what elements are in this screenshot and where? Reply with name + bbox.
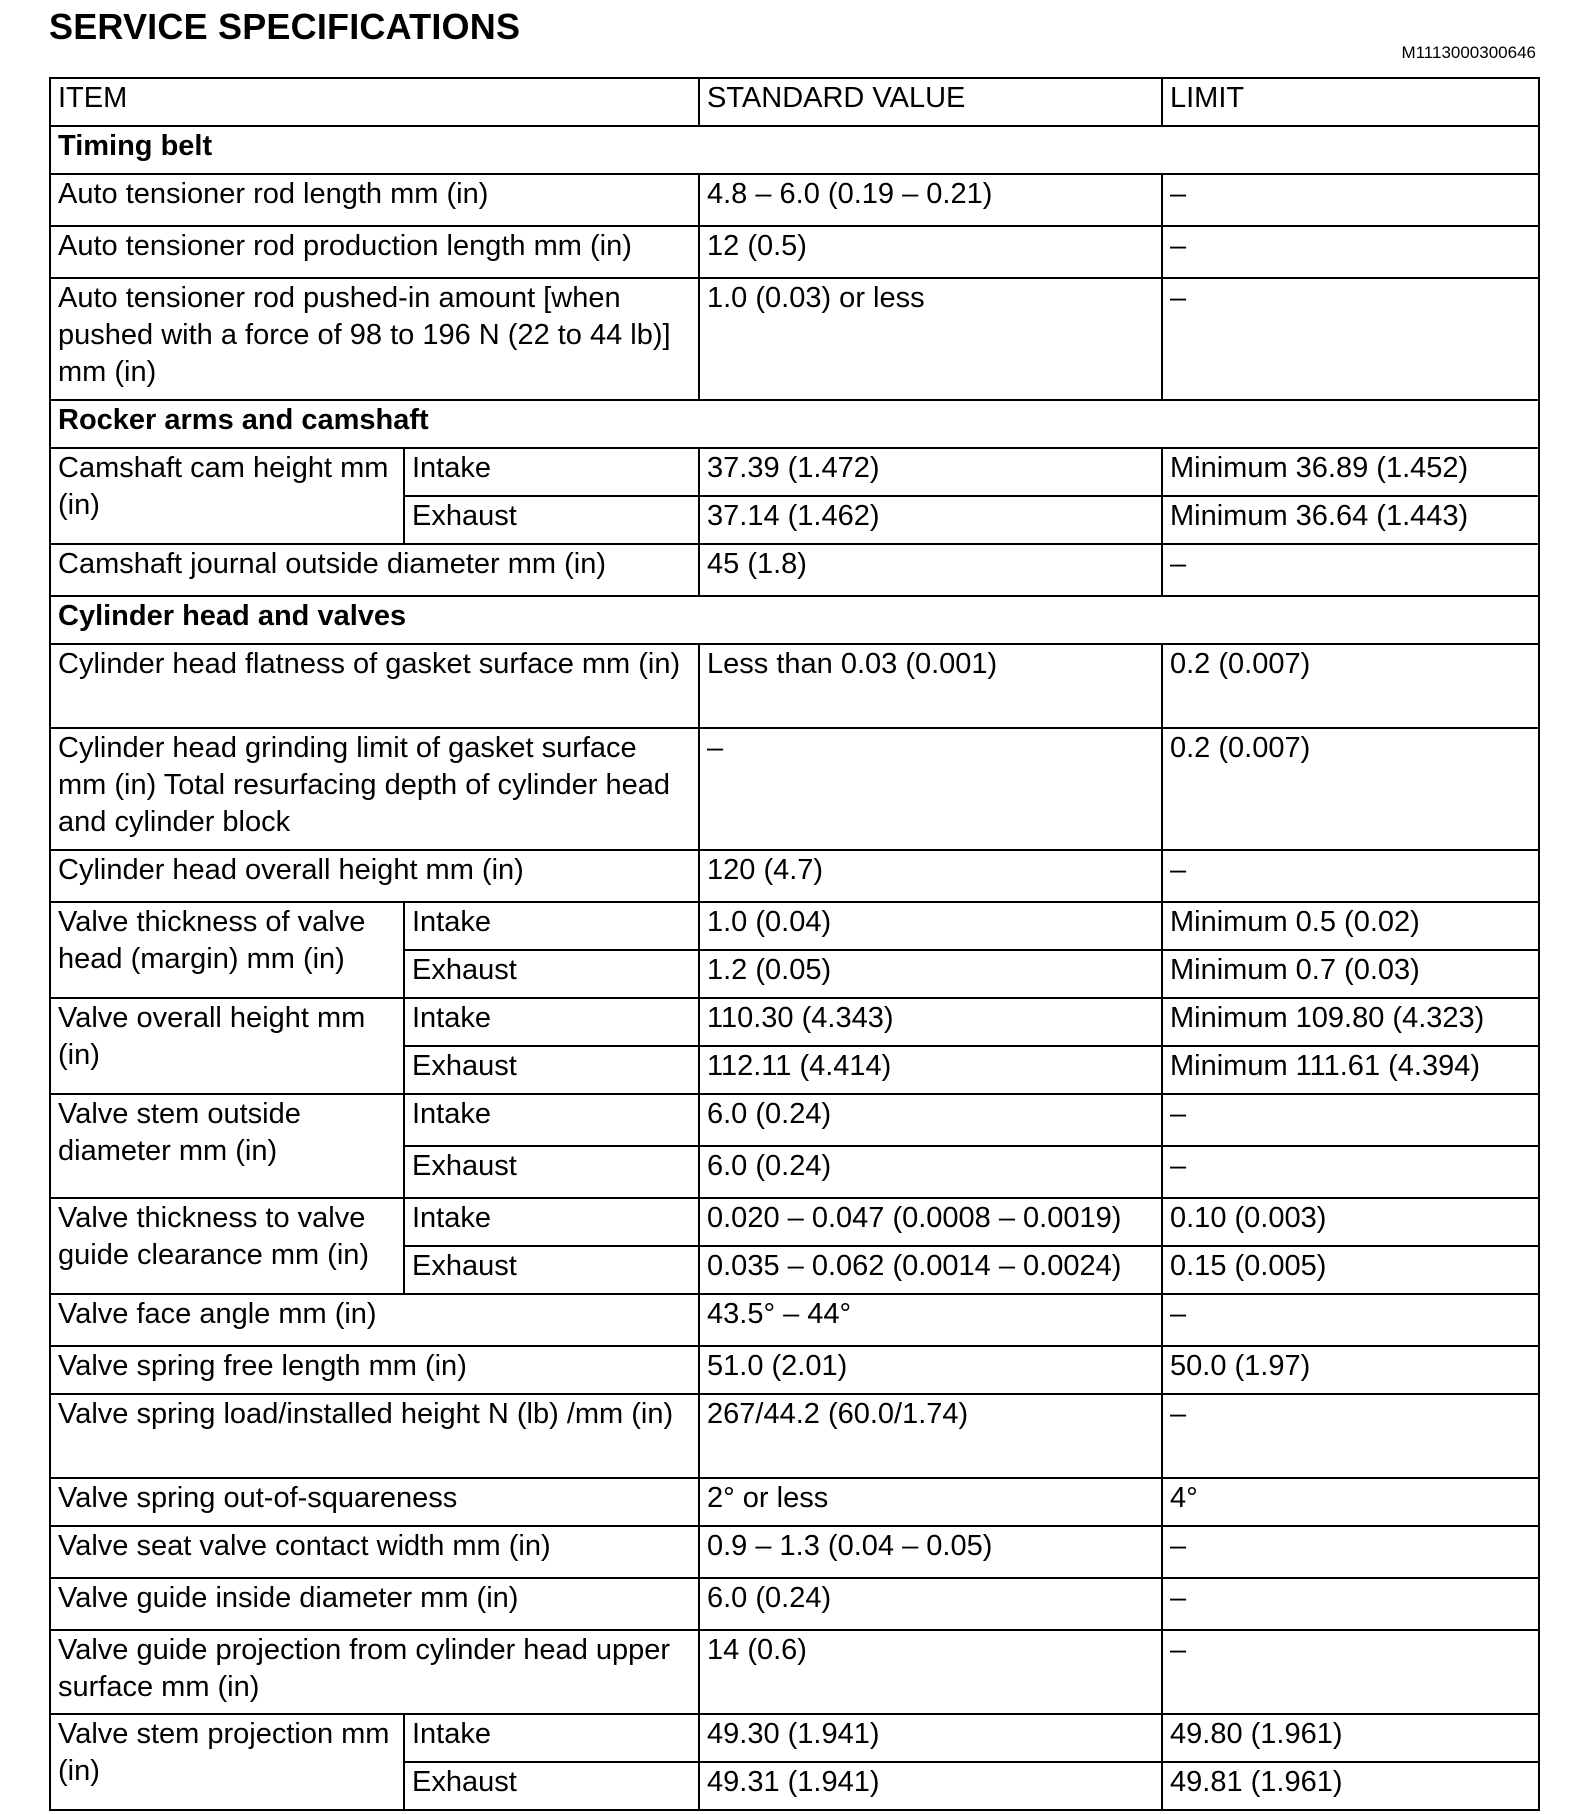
sub-item-cell: Exhaust [404, 1146, 699, 1198]
sub-item-cell: Intake [404, 1094, 699, 1146]
table-header-row [50, 78, 1539, 126]
header-standard-value: STANDARD VALUE [699, 78, 1162, 126]
limit-cell: – [1162, 1094, 1539, 1146]
limit-cell: 4° [1162, 1478, 1539, 1526]
limit-cell: Minimum 0.7 (0.03) [1162, 950, 1539, 998]
standard-value-cell: 12 (0.5) [699, 226, 1162, 278]
section-heading: Cylinder head and valves [50, 596, 1539, 644]
table-row [50, 544, 1539, 596]
service-specifications-table [49, 77, 1540, 1811]
limit-cell: – [1162, 174, 1539, 226]
table-row [50, 850, 1539, 902]
standard-value-cell: 6.0 (0.24) [699, 1578, 1162, 1630]
sub-item-cell: Exhaust [404, 1046, 699, 1094]
limit-cell: – [1162, 1294, 1539, 1346]
standard-value-cell: 1.0 (0.04) [699, 902, 1162, 950]
limit-cell: Minimum 109.80 (4.323) [1162, 998, 1539, 1046]
standard-value-cell: 1.2 (0.05) [699, 950, 1162, 998]
table-body [50, 126, 1539, 1810]
section-heading: Timing belt [50, 126, 1539, 174]
limit-cell: 0.2 (0.007) [1162, 728, 1539, 850]
document-id: M1113000300646 [1401, 43, 1536, 62]
table-row [50, 1478, 1539, 1526]
sub-item-cell: Intake [404, 998, 699, 1046]
standard-value-cell: 37.39 (1.472) [699, 448, 1162, 496]
limit-cell: 0.2 (0.007) [1162, 644, 1539, 728]
table-row [50, 1346, 1539, 1394]
item-cell: Auto tensioner rod production length mm (in) [50, 226, 699, 278]
table-row [50, 1198, 1539, 1246]
table-row [50, 902, 1539, 950]
section-row [50, 400, 1539, 448]
standard-value-cell: 49.31 (1.941) [699, 1762, 1162, 1810]
section-row [50, 596, 1539, 644]
item-cell: Valve thickness to valve guide clearance mm (in) [50, 1198, 404, 1294]
limit-cell: Minimum 36.64 (1.443) [1162, 496, 1539, 544]
standard-value-cell: 49.30 (1.941) [699, 1714, 1162, 1762]
section-heading: Rocker arms and camshaft [50, 400, 1539, 448]
item-cell: Valve stem outside diameter mm (in) [50, 1094, 404, 1198]
item-cell: Valve guide projection from cylinder head upper surface mm (in) [50, 1630, 699, 1714]
limit-cell: – [1162, 1630, 1539, 1714]
standard-value-cell: 6.0 (0.24) [699, 1146, 1162, 1198]
table-row [50, 644, 1539, 728]
sub-item-cell: Exhaust [404, 1762, 699, 1810]
item-cell: Valve face angle mm (in) [50, 1294, 699, 1346]
standard-value-cell: Less than 0.03 (0.001) [699, 644, 1162, 728]
limit-cell: – [1162, 1146, 1539, 1198]
header-item: ITEM [50, 78, 699, 126]
item-cell: Valve guide inside diameter mm (in) [50, 1578, 699, 1630]
table-row [50, 728, 1539, 850]
table-row [50, 1714, 1539, 1762]
item-cell: Valve spring out-of-squareness [50, 1478, 699, 1526]
standard-value-cell: 14 (0.6) [699, 1630, 1162, 1714]
sub-item-cell: Intake [404, 902, 699, 950]
standard-value-cell: 37.14 (1.462) [699, 496, 1162, 544]
limit-cell: 0.15 (0.005) [1162, 1246, 1539, 1294]
limit-cell: – [1162, 1394, 1539, 1478]
table-row [50, 1526, 1539, 1578]
standard-value-cell: 112.11 (4.414) [699, 1046, 1162, 1094]
standard-value-cell: – [699, 728, 1162, 850]
standard-value-cell: 267/44.2 (60.0/1.74) [699, 1394, 1162, 1478]
limit-cell: – [1162, 1526, 1539, 1578]
item-cell: Cylinder head grinding limit of gasket surface mm (in) Total resurfacing depth of cylinder head and cylinder block [50, 728, 699, 850]
page-title: SERVICE SPECIFICATIONS [49, 6, 521, 47]
limit-cell: – [1162, 1578, 1539, 1630]
limit-cell: Minimum 0.5 (0.02) [1162, 902, 1539, 950]
item-cell: Auto tensioner rod length mm (in) [50, 174, 699, 226]
item-cell: Valve stem projection mm (in) [50, 1714, 404, 1810]
standard-value-cell: 0.035 – 0.062 (0.0014 – 0.0024) [699, 1246, 1162, 1294]
limit-cell: – [1162, 544, 1539, 596]
standard-value-cell: 43.5° – 44° [699, 1294, 1162, 1346]
item-cell: Camshaft cam height mm (in) [50, 448, 404, 544]
standard-value-cell: 51.0 (2.01) [699, 1346, 1162, 1394]
item-cell: Cylinder head overall height mm (in) [50, 850, 699, 902]
standard-value-cell: 45 (1.8) [699, 544, 1162, 596]
header-limit: LIMIT [1162, 78, 1539, 126]
section-row [50, 126, 1539, 174]
standard-value-cell: 120 (4.7) [699, 850, 1162, 902]
limit-cell: – [1162, 278, 1539, 400]
table-row [50, 1630, 1539, 1714]
limit-cell: Minimum 111.61 (4.394) [1162, 1046, 1539, 1094]
limit-cell: 0.10 (0.003) [1162, 1198, 1539, 1246]
item-cell: Cylinder head flatness of gasket surface mm (in) [50, 644, 699, 728]
sub-item-cell: Intake [404, 448, 699, 496]
sub-item-cell: Intake [404, 1714, 699, 1762]
item-cell: Valve spring free length mm (in) [50, 1346, 699, 1394]
standard-value-cell: 0.9 – 1.3 (0.04 – 0.05) [699, 1526, 1162, 1578]
table-row [50, 226, 1539, 278]
table-row [50, 174, 1539, 226]
item-cell: Valve thickness of valve head (margin) mm (in) [50, 902, 404, 998]
limit-cell: Minimum 36.89 (1.452) [1162, 448, 1539, 496]
table-row [50, 1094, 1539, 1146]
table-row [50, 1294, 1539, 1346]
sub-item-cell: Intake [404, 1198, 699, 1246]
table-row [50, 448, 1539, 496]
standard-value-cell: 6.0 (0.24) [699, 1094, 1162, 1146]
table-row [50, 1578, 1539, 1630]
limit-cell: 49.80 (1.961) [1162, 1714, 1539, 1762]
table-row [50, 278, 1539, 400]
item-cell: Auto tensioner rod pushed-in amount [when pushed with a force of 98 to 196 N (22 to 44 lb)] mm (in) [50, 278, 699, 400]
sub-item-cell: Exhaust [404, 950, 699, 998]
item-cell: Valve seat valve contact width mm (in) [50, 1526, 699, 1578]
table-row [50, 998, 1539, 1046]
item-cell: Camshaft journal outside diameter mm (in) [50, 544, 699, 596]
table-row [50, 1394, 1539, 1478]
limit-cell: – [1162, 226, 1539, 278]
standard-value-cell: 110.30 (4.343) [699, 998, 1162, 1046]
sub-item-cell: Exhaust [404, 1246, 699, 1294]
item-cell: Valve spring load/installed height N (lb) /mm (in) [50, 1394, 699, 1478]
item-cell: Valve overall height mm (in) [50, 998, 404, 1094]
standard-value-cell: 2° or less [699, 1478, 1162, 1526]
standard-value-cell: 0.020 – 0.047 (0.0008 – 0.0019) [699, 1198, 1162, 1246]
limit-cell: 50.0 (1.97) [1162, 1346, 1539, 1394]
standard-value-cell: 1.0 (0.03) or less [699, 278, 1162, 400]
standard-value-cell: 4.8 – 6.0 (0.19 – 0.21) [699, 174, 1162, 226]
limit-cell: – [1162, 850, 1539, 902]
sub-item-cell: Exhaust [404, 496, 699, 544]
limit-cell: 49.81 (1.961) [1162, 1762, 1539, 1810]
